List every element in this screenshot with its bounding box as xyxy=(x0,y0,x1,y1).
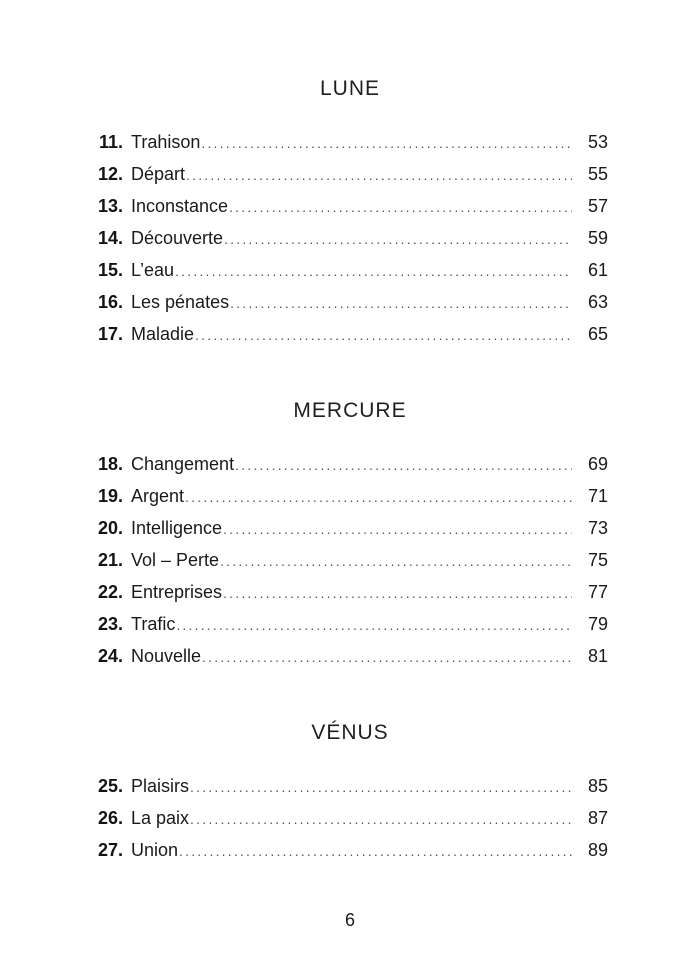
toc-entry[interactable] xyxy=(0,611,700,637)
section-title-mercure: MERCURE xyxy=(293,399,407,422)
entry-page: 85 xyxy=(587,776,608,796)
entry-page: 75 xyxy=(587,550,608,570)
dot-leader xyxy=(235,451,572,479)
toc-entry[interactable] xyxy=(0,225,700,251)
entry-title: L’eau xyxy=(131,257,175,285)
entry-number: 16. xyxy=(97,292,123,312)
section-title-venus: VÉNUS xyxy=(311,721,389,744)
entry-page: 87 xyxy=(587,808,608,828)
page-number: 6 xyxy=(344,910,355,930)
entry-page: 79 xyxy=(587,614,608,634)
entry-number: 23. xyxy=(97,614,123,634)
entry-page: 89 xyxy=(587,840,608,860)
entry-title: Maladie xyxy=(131,321,195,349)
entry-number: 20. xyxy=(97,518,123,538)
toc-entry[interactable] xyxy=(0,837,700,863)
dot-leader xyxy=(176,611,572,639)
dot-leader xyxy=(179,837,572,865)
entry-title: Les pénates xyxy=(131,289,230,317)
toc-entry[interactable] xyxy=(0,515,700,541)
entry-title: Départ xyxy=(131,161,186,189)
entry-number: 27. xyxy=(97,840,123,860)
entry-number: 12. xyxy=(97,164,123,184)
entry-number: 26. xyxy=(97,808,123,828)
dot-leader xyxy=(195,321,572,349)
entry-title: La paix xyxy=(131,805,190,833)
entry-number: 15. xyxy=(97,260,123,280)
entry-number: 11. xyxy=(98,132,123,152)
dot-leader xyxy=(229,193,572,221)
toc-entry[interactable] xyxy=(0,579,700,605)
entry-title: Inconstance xyxy=(131,193,229,221)
toc-entry[interactable] xyxy=(0,289,700,315)
entry-page: 77 xyxy=(587,582,608,602)
toc-entry[interactable] xyxy=(0,483,700,509)
entry-title: Intelligence xyxy=(131,515,223,543)
entry-number: 24. xyxy=(97,646,123,666)
entry-title: Plaisirs xyxy=(131,773,190,801)
entry-title: Découverte xyxy=(131,225,224,253)
toc-entry[interactable] xyxy=(0,451,700,477)
entry-number: 25. xyxy=(97,776,123,796)
entry-page: 73 xyxy=(587,518,608,538)
toc-entry[interactable] xyxy=(0,129,700,155)
entry-page: 55 xyxy=(587,164,608,184)
entry-page: 65 xyxy=(587,324,608,344)
dot-leader xyxy=(224,225,572,253)
section-title-lune: LUNE xyxy=(319,77,381,100)
entry-number: 18. xyxy=(97,454,123,474)
dot-leader xyxy=(185,483,572,511)
entry-page: 57 xyxy=(587,196,608,216)
entry-number: 13. xyxy=(97,196,123,216)
toc-entry[interactable] xyxy=(0,321,700,347)
dot-leader xyxy=(175,257,572,285)
toc-entry[interactable] xyxy=(0,773,700,799)
entry-title: Trafic xyxy=(131,611,176,639)
entry-page: 53 xyxy=(587,132,608,152)
entry-title: Trahison xyxy=(131,129,201,157)
entry-title: Changement xyxy=(131,451,235,479)
dot-leader xyxy=(223,579,572,607)
entry-title: Vol – Perte xyxy=(131,547,220,575)
dot-leader xyxy=(201,129,572,157)
entry-number: 19. xyxy=(97,486,123,506)
dot-leader xyxy=(190,805,572,833)
entry-page: 71 xyxy=(587,486,608,506)
entry-title: Union xyxy=(131,837,179,865)
dot-leader xyxy=(220,547,572,575)
dot-leader xyxy=(186,161,572,189)
entry-title: Nouvelle xyxy=(131,643,202,671)
toc-entry[interactable] xyxy=(0,805,700,831)
toc-entry[interactable] xyxy=(0,193,700,219)
toc-entry[interactable] xyxy=(0,643,700,669)
entry-page: 81 xyxy=(587,646,608,666)
dot-leader xyxy=(223,515,572,543)
entry-number: 14. xyxy=(97,228,123,248)
entry-number: 17. xyxy=(97,324,123,344)
toc-entry[interactable] xyxy=(0,547,700,573)
entry-title: Argent xyxy=(131,483,185,511)
entry-number: 22. xyxy=(97,582,123,602)
entry-page: 59 xyxy=(587,228,608,248)
toc-entry[interactable] xyxy=(0,161,700,187)
entry-page: 69 xyxy=(587,454,608,474)
entry-number: 21. xyxy=(97,550,123,570)
entry-page: 61 xyxy=(587,260,608,280)
dot-leader xyxy=(230,289,572,317)
toc-entry[interactable] xyxy=(0,257,700,283)
entry-title: Entreprises xyxy=(131,579,223,607)
dot-leader xyxy=(202,643,572,671)
dot-leader xyxy=(190,773,572,801)
entry-page: 63 xyxy=(587,292,608,312)
